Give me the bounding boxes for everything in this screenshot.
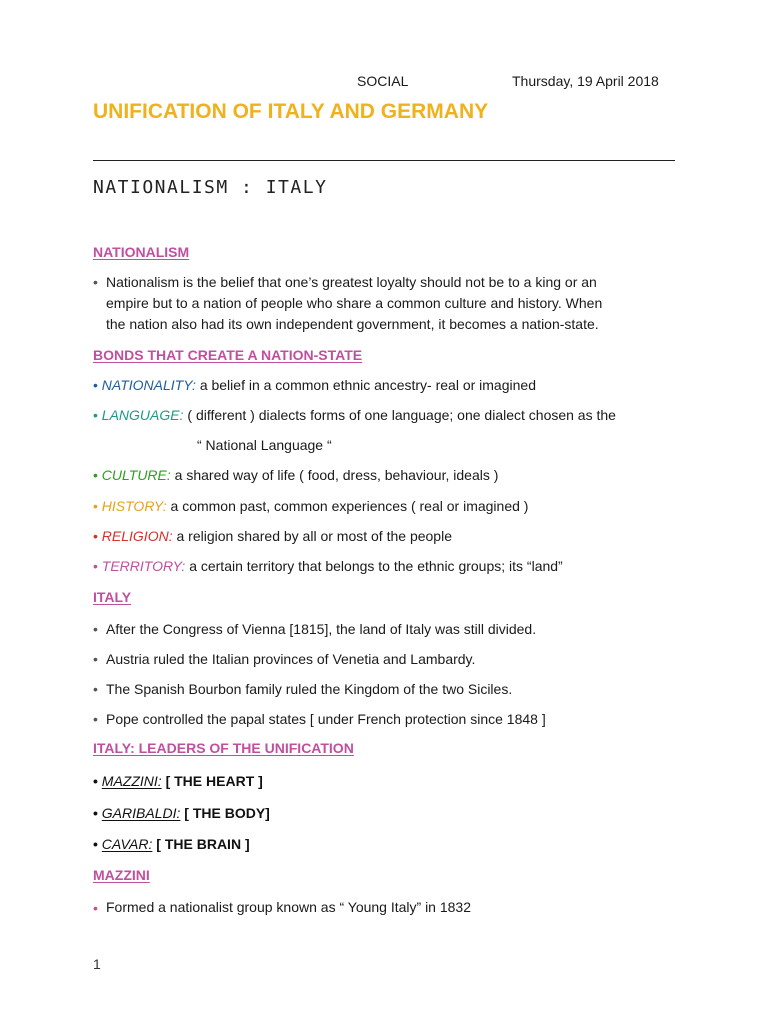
paragraph-line: Nationalism is the belief that one’s greatest loyalty should not be to a king or an bbox=[106, 274, 597, 290]
bullet-icon: • bbox=[93, 711, 98, 727]
page-number: 1 bbox=[93, 956, 101, 972]
bullet-icon: • bbox=[93, 498, 98, 514]
bond-text: a certain territory that belongs to the ethnic groups; its “land” bbox=[189, 558, 563, 574]
heading-leaders: ITALY: LEADERS OF THE UNIFICATION bbox=[93, 740, 354, 756]
bond-key: CULTURE: bbox=[101, 467, 171, 483]
leader-role: [ THE BRAIN ] bbox=[156, 836, 250, 852]
bullet-icon: • bbox=[93, 651, 98, 667]
bullet-icon: • bbox=[93, 621, 98, 637]
bullet-icon: • bbox=[93, 407, 98, 423]
leader-name: GARIBALDI: bbox=[101, 805, 181, 821]
title-divider bbox=[93, 160, 675, 161]
bond-item-language bbox=[93, 405, 616, 426]
bond-key: RELIGION: bbox=[101, 528, 173, 544]
italy-item: Pope controlled the papal states [ under French protection since 1848 ] bbox=[106, 711, 546, 727]
bond-continuation: “ National Language “ bbox=[197, 437, 332, 453]
heading-italy: ITALY bbox=[93, 589, 132, 605]
bullet-icon: • bbox=[93, 558, 98, 574]
bullet-icon: • bbox=[93, 681, 98, 697]
bond-text: ( different ) dialects forms of one language; one dialect chosen as the bbox=[187, 407, 616, 423]
bond-item-religion bbox=[93, 526, 452, 547]
mazzini-item: Formed a nationalist group known as “ Young Italy” in 1832 bbox=[106, 899, 472, 915]
bullet-icon: • bbox=[93, 528, 98, 544]
bond-text: a religion shared by all or most of the people bbox=[176, 528, 452, 544]
document-subtitle: NATIONALISM : ITALY bbox=[93, 177, 328, 198]
bond-text: a common past, common experiences ( real or imagined ) bbox=[170, 498, 529, 514]
bond-item-nationality bbox=[93, 375, 536, 396]
bullet-icon: • bbox=[93, 900, 98, 916]
leader-item-garibaldi bbox=[93, 803, 270, 824]
italy-item: After the Congress of Vienna [1815], the land of Italy was still divided. bbox=[106, 621, 537, 637]
bullet-icon: • bbox=[93, 274, 98, 290]
document-title: UNIFICATION OF ITALY AND GERMANY bbox=[93, 100, 489, 123]
paragraph-line: the nation also had its own independent government, it becomes a nation-state. bbox=[106, 316, 599, 332]
bullet-icon: • bbox=[93, 467, 98, 483]
leader-item-mazzini bbox=[93, 771, 263, 792]
bond-item-history bbox=[93, 496, 528, 517]
bullet-icon: • bbox=[93, 377, 98, 393]
bond-item-culture bbox=[93, 465, 498, 486]
bond-key: NATIONALITY: bbox=[101, 377, 196, 393]
leader-item-cavar bbox=[93, 834, 250, 855]
leader-name: CAVAR: bbox=[101, 836, 153, 852]
heading-nationalism: NATIONALISM bbox=[93, 244, 190, 260]
leader-name: MAZZINI: bbox=[101, 773, 162, 789]
bond-key: TERRITORY: bbox=[101, 558, 186, 574]
heading-bonds: BONDS THAT CREATE A NATION-STATE bbox=[93, 347, 363, 363]
italy-item: Austria ruled the Italian provinces of Venetia and Lambardy. bbox=[106, 651, 476, 667]
bond-item-territory bbox=[93, 556, 563, 577]
italy-item: The Spanish Bourbon family ruled the Kingdom of the two Siciles. bbox=[106, 681, 513, 697]
date-label: Thursday, 19 April 2018 bbox=[512, 73, 659, 89]
bond-key: LANGUAGE: bbox=[101, 407, 184, 423]
bond-key: HISTORY: bbox=[101, 498, 167, 514]
subject-label: SOCIAL bbox=[357, 73, 409, 89]
bond-text: a belief in a common ethnic ancestry- real or imagined bbox=[199, 377, 536, 393]
leader-role: [ THE HEART ] bbox=[165, 773, 263, 789]
bullet-icon: • bbox=[93, 773, 98, 789]
bullet-icon: • bbox=[93, 836, 98, 852]
paragraph-line: empire but to a nation of people who share a common culture and history. When bbox=[106, 295, 603, 311]
heading-mazzini: MAZZINI bbox=[93, 867, 150, 883]
leader-role: [ THE BODY] bbox=[184, 805, 270, 821]
bullet-icon: • bbox=[93, 805, 98, 821]
bond-text: a shared way of life ( food, dress, behaviour, ideals ) bbox=[174, 467, 499, 483]
